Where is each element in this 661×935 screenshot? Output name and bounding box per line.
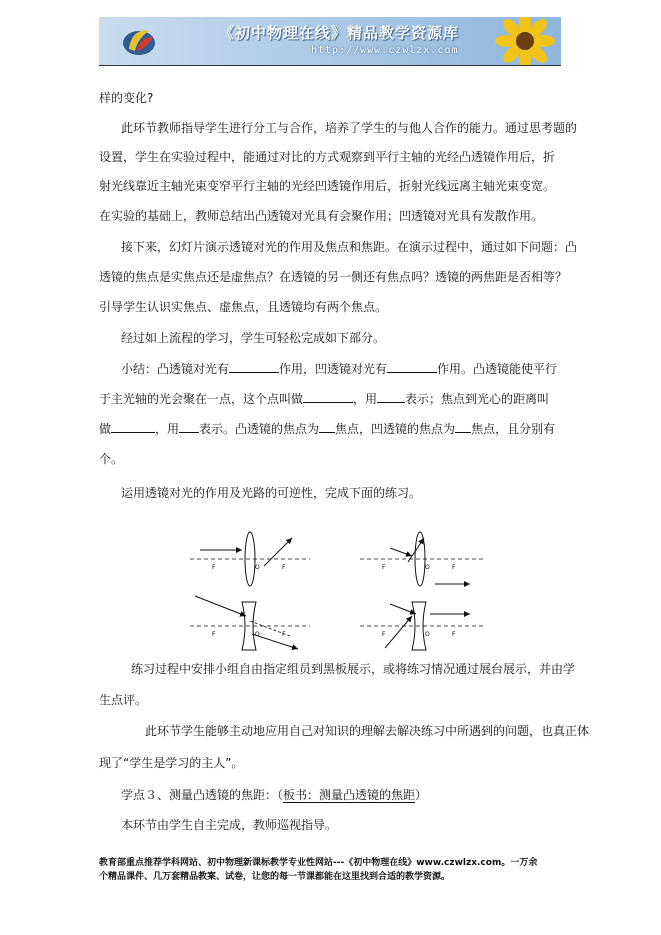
footer-line: 教育部重点推荐学科网站、初中物理新课标教学专业性网站---《初中物理在线》www.czwlzx.com。一万余	[99, 858, 538, 868]
fill-blank[interactable]	[319, 421, 335, 433]
point-text: ）	[415, 788, 428, 802]
paragraph-line: 经过如上流程的学习，学生可轻松完成如下部分。	[121, 331, 386, 345]
summary-line-4: 个。	[99, 452, 124, 466]
paragraph-line: 本环节由学生自主完成，教师巡视指导。	[121, 818, 338, 832]
svg-text:F: F	[282, 564, 286, 571]
banner-title: 《初中物理在线》精品教学资源库	[219, 24, 460, 42]
fill-blank[interactable]	[377, 391, 405, 403]
summary-line-1	[99, 361, 591, 377]
concave-lens-diagram-2	[360, 602, 485, 650]
paragraph-line: 生点评。	[99, 693, 148, 707]
concave-lens-diagram-1	[190, 596, 310, 650]
svg-text:F: F	[212, 564, 216, 571]
footer-line: 个精品课件、几万套精品教案、试卷，让您的每一节课都能在这里找到合适的教学资源。	[99, 872, 451, 882]
svg-text:F: F	[382, 564, 386, 571]
fill-blank[interactable]	[111, 421, 155, 433]
sunflower-icon	[487, 17, 557, 66]
paragraph-line: 透镜的焦点是实焦点还是虚焦点？在透镜的另一侧还有焦点吗？透镜的两焦距是否相等？	[99, 270, 568, 284]
paragraph-line: 设置，学生在实验过程中，能通过对比的方式观察到平行主轴的光经凸透镜作用后，折	[99, 150, 556, 164]
summary-text: 焦点，凹透镜的焦点为	[335, 422, 456, 436]
paragraph-line: 引导学生认识实焦点、虚焦点，且透镜均有两个焦点。	[99, 300, 388, 314]
svg-text:F: F	[382, 631, 386, 638]
svg-text:O: O	[255, 631, 260, 638]
convex-lens-diagram-2	[360, 532, 485, 586]
summary-text: 于主光轴的光会聚在一点，这个点叫做	[99, 392, 304, 406]
svg-text:F: F	[452, 564, 456, 571]
summary-text: 作用。凸透镜能使平行	[437, 362, 558, 376]
site-logo-icon	[121, 23, 157, 59]
summary-text: ，用	[155, 422, 180, 436]
summary-text: 作用，凹透镜对光有	[279, 362, 388, 376]
paragraph-line: 现了“学生是学习的主人”。	[99, 756, 244, 770]
paragraph-line: 此环节学生能够主动地应用自己对知识的理解去解决练习中所遇到的问题，也真正体	[145, 724, 590, 738]
learning-point-3	[99, 788, 591, 803]
paragraph-line: 运用透镜对光的作用及光路的可逆性，完成下面的练习。	[121, 486, 422, 500]
summary-text: 焦点，且分别有	[471, 422, 556, 436]
fill-blank[interactable]	[229, 361, 279, 373]
header-rule	[99, 65, 561, 66]
summary-line-2	[99, 391, 569, 407]
svg-text:O: O	[255, 564, 260, 571]
summary-text: 做	[99, 422, 112, 436]
lens-diagrams	[180, 526, 490, 652]
banner-url[interactable]: http://www.czwlzx.com	[311, 45, 459, 56]
svg-text:F: F	[452, 631, 456, 638]
fill-blank[interactable]	[387, 361, 437, 373]
paragraph-line: 射光线靠近主轴光束变窄平行主轴的光经凹透镜作用后，折射光线远离主轴光束变宽。	[99, 179, 556, 193]
svg-text:O: O	[425, 631, 430, 638]
svg-text:O: O	[425, 564, 430, 571]
svg-text:F: F	[282, 631, 286, 638]
fill-blank[interactable]	[179, 421, 199, 433]
paragraph-line: 此环节教师指导学生进行分工与合作，培养了学生的与他人合作的能力。通过思考题的	[121, 121, 578, 135]
summary-text: 表示。凸透镜的焦点为	[199, 422, 320, 436]
page-footer	[99, 856, 569, 884]
blackboard-note: 板书：测量凸透镜的焦距	[283, 788, 416, 802]
convex-lens-diagram-1	[190, 532, 310, 586]
fill-blank[interactable]	[455, 421, 471, 433]
paragraph-line: 练习过程中安排小组自由指定组员到黑板展示，或将练习情况通过展台展示，并由学	[131, 662, 576, 676]
summary-line-3	[99, 421, 569, 437]
fill-blank[interactable]	[303, 391, 353, 403]
summary-text: 表示；焦点到光心的距离叫	[405, 392, 550, 406]
paragraph-line: 在实验的基础上，教师总结出凸透镜对光具有会聚作用；凹透镜对光具有发散作用。	[99, 209, 544, 223]
point-text: 学点３、测量凸透镜的焦距：（	[121, 788, 284, 802]
text-line: 样的变化?	[99, 91, 154, 105]
summary-text: 小结：凸透镜对光有	[121, 362, 230, 376]
paragraph-line: 接下来，幻灯片演示透镜对光的作用及焦点和焦距。在演示过程中，通过如下问题：凸	[121, 240, 578, 254]
svg-text:F: F	[212, 631, 216, 638]
header-banner	[99, 17, 561, 66]
summary-text: ，用	[353, 392, 378, 406]
